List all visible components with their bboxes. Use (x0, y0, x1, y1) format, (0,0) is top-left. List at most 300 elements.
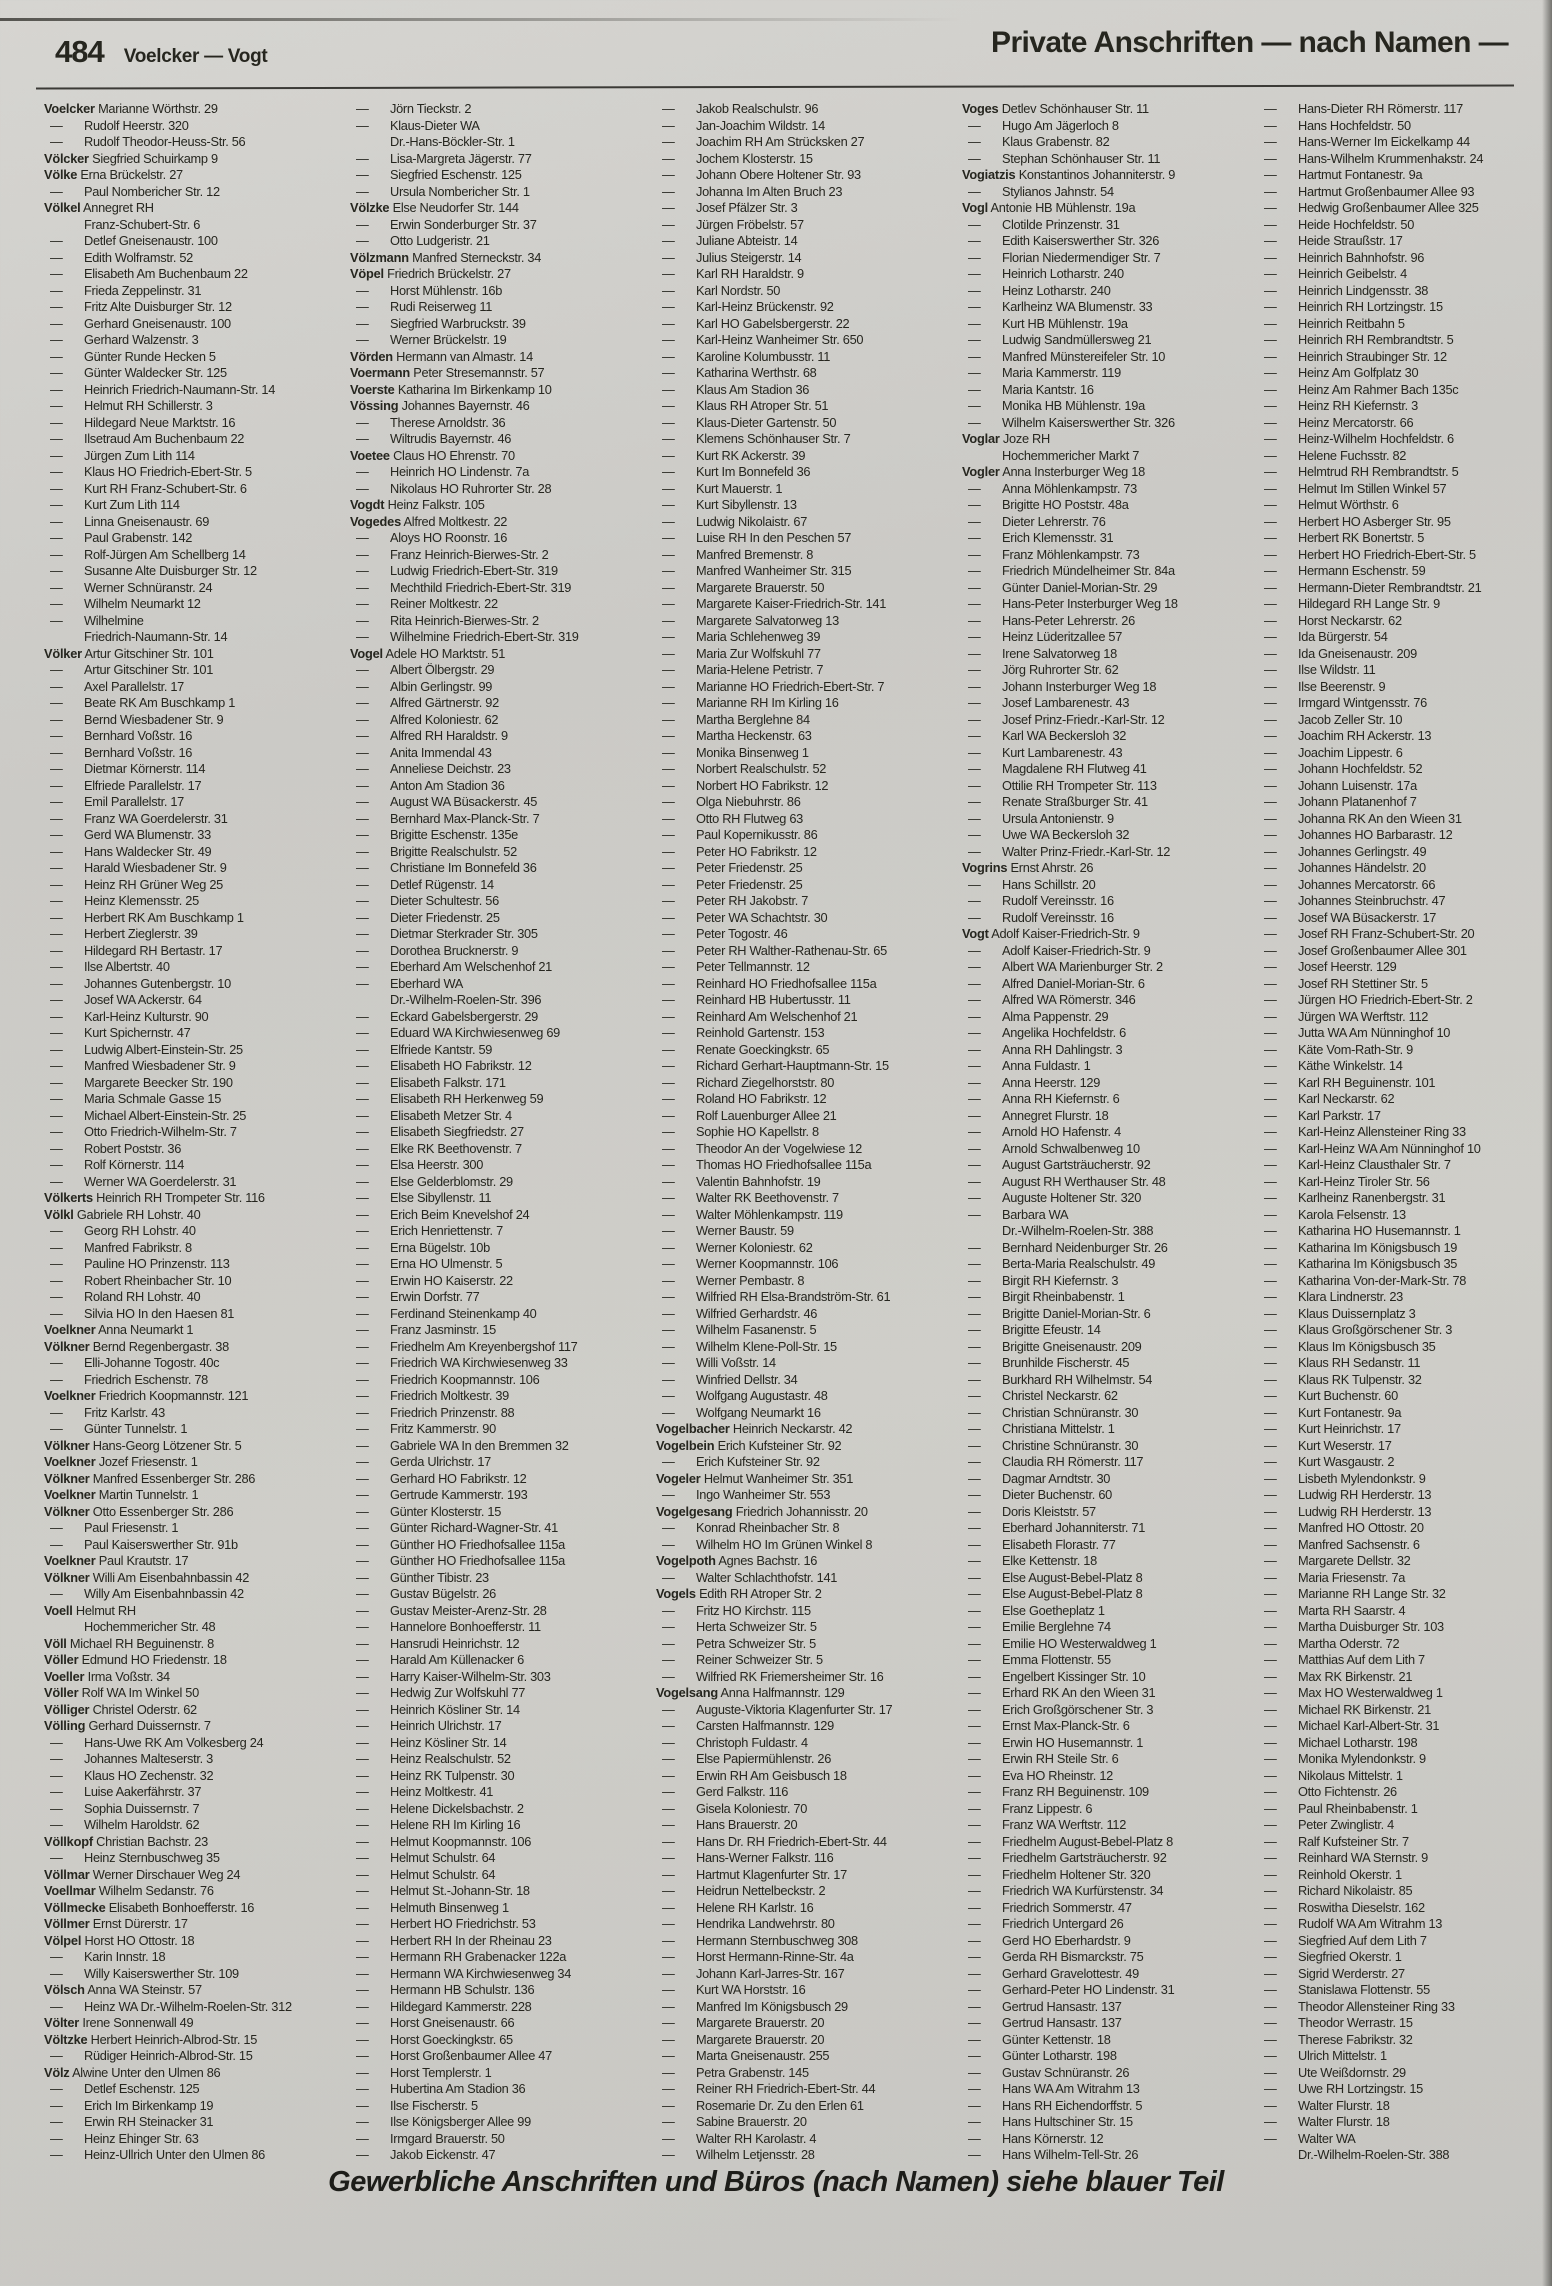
directory-entry (44, 398, 348, 415)
directory-entry (44, 1355, 348, 1372)
directory-entry (350, 2048, 654, 2065)
ditto-dash: — (356, 315, 369, 331)
directory-entry (1258, 1124, 1552, 1141)
entry-text: Kurt Buchenstr. 60 (1298, 1388, 1398, 1403)
directory-entry (962, 1636, 1266, 1653)
ditto-dash: — (50, 1998, 63, 2014)
directory-entry (962, 1685, 1266, 1702)
entry-text: Petra Grabenstr. 145 (696, 2064, 809, 2080)
directory-entry (1258, 1900, 1552, 1917)
directory-entry (962, 1933, 1266, 1950)
entry-text: Erhard RK An den Wieen 31 (1002, 1685, 1156, 1700)
ditto-dash: — (356, 216, 369, 232)
entry-text: Brigitte Efeustr. 14 (1002, 1322, 1101, 1337)
surname: Vogler (962, 464, 1000, 479)
ditto-dash: — (356, 1751, 369, 1766)
entry-text: Wilhelm Kaiserswerther Str. 326 (1002, 414, 1175, 430)
ditto-dash: — (356, 1173, 369, 1189)
surname: Völler (44, 1652, 79, 1667)
ditto-dash: — (968, 1008, 981, 1024)
directory-entry (656, 992, 960, 1009)
directory-entry (656, 1025, 960, 1042)
entry-text: Günter Daniel-Morian-Str. 29 (1002, 579, 1158, 595)
directory-entry (1258, 1768, 1552, 1785)
directory-entry (44, 464, 348, 481)
directory-entry (962, 1240, 1266, 1257)
ditto-dash: — (662, 1140, 675, 1156)
directory-entry (962, 1553, 1266, 1570)
entry-text: Sabine Brauerstr. 20 (696, 2114, 807, 2129)
ditto-dash: — (1264, 1685, 1277, 1700)
entry-text: Peter Friedenstr. 25 (696, 860, 803, 875)
ditto-dash: — (968, 2130, 981, 2146)
entry-text: Heinrich Bahnhofstr. 96 (1298, 249, 1425, 265)
entry-text: Rolf Lauenburger Allee 21 (696, 1107, 837, 1123)
entry-text: Engelbert Kissinger Str. 10 (1002, 1668, 1146, 1684)
entry-text: Silvia HO In den Haesen 81 (84, 1305, 235, 1321)
surname: Völkner (44, 1569, 90, 1585)
ditto-dash: — (968, 1157, 981, 1172)
directory-entry: Völpel Horst HO Ottostr. 18 (44, 1932, 195, 1948)
ditto-dash: — (356, 1190, 369, 1205)
directory-entry (1258, 1685, 1552, 1702)
directory-entry (656, 761, 960, 778)
entry-text: Doris Kleiststr. 57 (1002, 1503, 1096, 1519)
entry-text: Fritz Kammerstr. 90 (390, 1421, 496, 1436)
entry-text: Maria-Helene Petristr. 7 (696, 662, 824, 677)
ditto-dash: — (1264, 1239, 1277, 1255)
directory-entry (44, 1157, 348, 1174)
entry-text: Eberhard WA (390, 975, 464, 991)
directory-entry (962, 1058, 1266, 1075)
directory-entry: Hochemmericher Markt 7 (1002, 447, 1140, 463)
entry-text: Johann Platanenhof 7 (1298, 794, 1417, 809)
directory-entry (962, 679, 1266, 696)
entry-text: Margarete Beecker Str. 190 (84, 1074, 233, 1090)
entry-text: Adolf Kaiser-Friedrich-Str. 9 (1002, 942, 1151, 958)
directory-entry (1258, 233, 1552, 250)
ditto-dash: — (968, 1949, 981, 1964)
directory-entry (656, 1240, 960, 1257)
entry-text: Kurt Zum Lith 114 (84, 497, 180, 512)
page-range-title: Voelcker — Vogt (123, 46, 268, 67)
ditto-dash: — (968, 1289, 981, 1304)
entry-text: Friedrich WA Kirchwiesenweg 33 (390, 1355, 568, 1370)
entry-text: Juliane Abteistr. 14 (696, 233, 798, 248)
ditto-dash: — (1264, 1635, 1277, 1651)
entry-text: Michael Karl-Albert-Str. 31 (1298, 1718, 1440, 1733)
directory-entry (350, 1157, 654, 1174)
entry-text: Heinz Lüderitzallee 57 (1002, 629, 1123, 644)
directory-entry (350, 1784, 654, 1801)
entry-text: Walter WA (1298, 2130, 1356, 2146)
ditto-dash: — (356, 480, 369, 496)
directory-entry (962, 233, 1266, 250)
entry-text: Sophie HO Kapellstr. 8 (696, 1124, 819, 1139)
directory-entry (350, 827, 654, 844)
ditto-dash: — (968, 1190, 981, 1205)
entry-text: Heinz-Ullrich Unter den Ulmen 86 (84, 2147, 266, 2162)
entry-text: Dieter Buchenstr. 60 (1002, 1487, 1112, 1502)
entry-text: Werner Brückelstr. 19 (390, 332, 507, 347)
entry-text: Werner Koopmannstr. 106 (696, 1256, 839, 1271)
entry-text: Wilhelm HO Im Grünen Winkel 8 (696, 1536, 873, 1552)
directory-entry (962, 596, 1266, 613)
ditto-dash: — (356, 1338, 369, 1354)
surname: Völcker (44, 150, 89, 166)
directory-entry (350, 745, 654, 762)
directory-entry (962, 695, 1266, 712)
entry-text: Detlef Gneisenaustr. 100 (84, 233, 218, 248)
ditto-dash: — (356, 1949, 369, 1964)
ditto-dash: — (356, 117, 369, 133)
entry-text: Helene RH Karlstr. 16 (696, 1899, 814, 1915)
ditto-dash: — (968, 1553, 981, 1568)
ditto-dash: — (968, 1256, 981, 1271)
entry-text: Erna HO Ulmenstr. 5 (390, 1256, 503, 1271)
directory-entry (44, 283, 348, 300)
ditto-dash: — (662, 1239, 675, 1255)
entry-text: Alfred WA Römerstr. 346 (1002, 992, 1136, 1007)
directory-entry (656, 811, 960, 828)
ditto-dash: — (50, 1074, 63, 1090)
entry-text: Jakob Eickenstr. 47 (390, 2147, 496, 2162)
directory-entry (962, 134, 1266, 151)
entry-text: Heinz Realschulstr. 52 (390, 1751, 511, 1766)
entry-text: Monika HB Mühlenstr. 19a (1002, 398, 1145, 413)
directory-entry (962, 1652, 1266, 1669)
directory-entry: Völkel Annegret RH (44, 200, 154, 215)
entry-text: Kurt RH Franz-Schubert-Str. 6 (84, 480, 247, 496)
ditto-dash: — (662, 530, 675, 545)
directory-entry: Voellmar Wilhelm Sedanstr. 76 (44, 1883, 214, 1898)
directory-entry: Vogrins Ernst Ahrstr. 26 (962, 860, 1094, 875)
ditto-dash: — (662, 1949, 675, 1964)
ditto-dash: — (1264, 1404, 1277, 1420)
directory-entry (1258, 1735, 1552, 1752)
directory-entry (962, 382, 1266, 399)
directory-entry (44, 266, 348, 283)
directory-entry (656, 1289, 960, 1306)
ditto-dash: — (662, 1883, 675, 1898)
directory-entry (350, 629, 654, 646)
directory-entry (44, 2114, 348, 2131)
entry-text: Heinz Sternbuschweg 35 (84, 1850, 220, 1865)
directory-entry (44, 415, 348, 432)
directory-entry (656, 794, 960, 811)
directory-entry (962, 613, 1266, 630)
ditto-dash: — (1264, 1619, 1277, 1634)
entry-text: Ursula Nombericher Str. 1 (390, 183, 530, 199)
directory-entry (1258, 827, 1552, 844)
entry-text: Kurt Weserstr. 17 (1298, 1437, 1392, 1453)
ditto-dash: — (1264, 216, 1277, 232)
ditto-dash: — (50, 414, 63, 430)
directory-entry: Vörden Hermann van Almastr. 14 (350, 348, 533, 364)
directory-entry (350, 1537, 654, 1554)
ditto-dash: — (356, 678, 369, 694)
ditto-dash: — (1264, 1767, 1277, 1783)
ditto-dash: — (968, 629, 981, 644)
ditto-dash: — (662, 431, 675, 446)
directory-entry (1258, 629, 1552, 646)
entry-text: Heidrun Nettelbeckstr. 2 (696, 1883, 826, 1898)
ditto-dash: — (1264, 1437, 1277, 1453)
directory-entry (1258, 481, 1552, 498)
ditto-dash: — (1264, 1553, 1277, 1568)
ditto-dash: — (356, 1305, 369, 1321)
entry-text: Harald Am Küllenacker 6 (390, 1652, 524, 1667)
directory-entry (350, 1141, 654, 1158)
directory-entry (656, 1768, 960, 1785)
surname: Völsch (44, 1982, 85, 1997)
directory-entry (656, 1124, 960, 1141)
ditto-dash: — (968, 134, 981, 149)
directory-entry (350, 1916, 654, 1933)
directory-entry (1258, 184, 1552, 201)
ditto-dash: — (50, 546, 63, 562)
entry-text: Günter Waldecker Str. 125 (84, 365, 227, 380)
ditto-dash: — (356, 1272, 369, 1288)
entry-text: Elke RK Beethovenstr. 7 (390, 1140, 522, 1156)
directory-entry (350, 1817, 654, 1834)
entry-text: Mechthild Friedrich-Ebert-Str. 319 (390, 579, 572, 595)
entry-text: Helmut RH Schillerstr. 3 (84, 398, 213, 413)
entry-text: Manfred Im Königsbusch 29 (696, 1998, 848, 2014)
surname: Völler (44, 1685, 79, 1700)
directory-entry (656, 1570, 960, 1587)
ditto-dash: — (662, 975, 675, 991)
entry-text: Walter RK Beethovenstr. 7 (696, 1190, 839, 1205)
ditto-dash: — (356, 728, 369, 743)
directory-entry (350, 1520, 654, 1537)
ditto-dash: — (50, 893, 63, 908)
directory-entry: Vogt Adolf Kaiser-Friedrich-Str. 9 (962, 926, 1140, 941)
entry-text: Peter RH Jakobstr. 7 (696, 893, 809, 908)
directory-entry (1258, 2114, 1552, 2131)
entry-text: Wolfgang Augustastr. 48 (696, 1388, 828, 1403)
ditto-dash: — (968, 1470, 981, 1486)
entry-text: Hans Körnerstr. 12 (1002, 2130, 1104, 2146)
directory-entry (44, 2048, 348, 2065)
entry-text: Gerda RH Bismarckstr. 75 (1002, 1949, 1144, 1964)
ditto-dash: — (1264, 1289, 1277, 1304)
ditto-dash: — (50, 1058, 63, 1073)
directory-entry (1258, 1867, 1552, 1884)
directory-entry (350, 811, 654, 828)
directory-entry (962, 316, 1266, 333)
directory-entry (962, 1520, 1266, 1537)
entry-text: Christel Neckarstr. 62 (1002, 1388, 1118, 1403)
ditto-dash: — (1264, 744, 1277, 760)
entry-text: Richard Nikolaistr. 85 (1298, 1883, 1413, 1898)
entry-text: Hermann-Dieter Rembrandtstr. 21 (1298, 579, 1482, 595)
directory-entry (44, 1025, 348, 1042)
directory-entry (656, 778, 960, 795)
ditto-dash: — (356, 1718, 369, 1733)
ditto-dash: — (1264, 1784, 1277, 1799)
ditto-dash: — (356, 1817, 369, 1832)
directory-entry (1258, 1652, 1552, 1669)
directory-entry (656, 2032, 960, 2049)
ditto-dash: — (968, 1767, 981, 1783)
ditto-dash: — (50, 117, 63, 133)
directory-entry (350, 464, 654, 481)
ditto-dash: — (662, 1833, 675, 1849)
directory-entry (656, 596, 960, 613)
entry-text: Hermann Sternbuschweg 308 (696, 1932, 858, 1948)
entry-text: Hildegard RH Lange Str. 9 (1298, 596, 1440, 611)
entry-text: Fritz Karlstr. 43 (84, 1404, 165, 1420)
entry-text: Erich Kufsteiner Str. 92 (696, 1454, 820, 1469)
surname: Völkerts (44, 1190, 93, 1205)
entry-text: Jörg Ruhrorter Str. 62 (1002, 662, 1119, 677)
ditto-dash: — (968, 662, 981, 677)
entry-text: Fritz HO Kirchstr. 115 (696, 1602, 811, 1618)
ditto-dash: — (1264, 893, 1277, 908)
entry-text: Hubertina Am Stadion 36 (390, 2081, 526, 2096)
entry-text: Günter Kettenstr. 18 (1002, 2031, 1111, 2047)
ditto-dash: — (356, 563, 369, 578)
entry-text: Joachim RH Am Strücksken 27 (696, 134, 865, 149)
directory-entry (656, 283, 960, 300)
entry-text: Manfred Wiesbadener Str. 9 (84, 1058, 236, 1073)
entry-text: Paul Nombericher Str. 12 (84, 183, 220, 199)
directory-entry: Völter Irene Sonnenwall 49 (44, 2015, 194, 2030)
ditto-dash: — (968, 1206, 981, 1222)
ditto-dash: — (356, 711, 369, 727)
entry-text: Friedrich Eschenstr. 78 (84, 1371, 208, 1387)
directory-entry (962, 530, 1266, 547)
entry-text: Siegfried Warbruckstr. 39 (390, 315, 526, 331)
ditto-dash: — (1264, 1272, 1277, 1288)
entry-text: Claudia RH Römerstr. 117 (1002, 1454, 1144, 1469)
entry-text: Jürgen HO Friedrich-Ebert-Str. 2 (1298, 992, 1473, 1007)
directory-entry (44, 250, 348, 267)
directory-entry (350, 1718, 654, 1735)
directory-column (350, 101, 654, 2164)
directory-entry: Vogler Anna Insterburger Weg 18 (962, 464, 1145, 479)
entry-text: Heinrich RH Rembrandtstr. 5 (1298, 332, 1454, 347)
entry-text: Johanna Im Alten Bruch 23 (696, 183, 843, 199)
directory-entry (962, 1454, 1266, 1471)
ditto-dash: — (50, 497, 63, 512)
directory-entry (44, 299, 348, 316)
directory-entry (44, 1223, 348, 1240)
entry-text: Elisabeth RH Herkenweg 59 (390, 1091, 544, 1106)
directory-entry (1258, 844, 1552, 861)
directory-entry (962, 761, 1266, 778)
ditto-dash: — (662, 414, 675, 430)
ditto-dash: — (356, 1784, 369, 1799)
directory-entry (350, 926, 654, 943)
ditto-dash: — (1264, 464, 1277, 479)
ditto-dash: — (50, 134, 63, 149)
directory-entry (350, 1570, 654, 1587)
ditto-dash: — (356, 959, 369, 974)
ditto-dash: — (662, 348, 675, 364)
directory-entry: Völke Erna Brückelstr. 27 (44, 167, 183, 182)
entry-text: Gerda Ulrichstr. 17 (390, 1454, 491, 1469)
ditto-dash: — (356, 1982, 369, 1997)
ditto-dash: — (50, 596, 63, 611)
surname: Voglar (962, 431, 1000, 446)
ditto-dash: — (662, 1635, 675, 1651)
directory-entry (1258, 943, 1552, 960)
ditto-dash: — (50, 513, 63, 529)
directory-entry (350, 233, 654, 250)
directory-entry (656, 481, 960, 498)
ditto-dash: — (662, 447, 675, 463)
entry-text: Kurt Fontanestr. 9a (1298, 1404, 1402, 1420)
entry-text: Ludwig RH Herderstr. 13 (1298, 1487, 1432, 1502)
directory-entry (44, 134, 348, 151)
surname: Voellmar (44, 1883, 96, 1898)
ditto-dash: — (968, 1784, 981, 1799)
ditto-dash: — (1264, 843, 1277, 859)
directory-entry (1258, 728, 1552, 745)
ditto-dash: — (356, 662, 369, 677)
ditto-dash: — (1264, 1008, 1277, 1024)
ditto-dash: — (356, 1074, 369, 1090)
directory-entry (44, 1174, 348, 1191)
ditto-dash: — (356, 596, 369, 611)
entry-text: Christiana Mittelstr. 1 (1002, 1421, 1115, 1436)
directory-entry (962, 2048, 1266, 2065)
entry-text: Christoph Fuldastr. 4 (696, 1734, 808, 1750)
entry-text: Beate RK Am Buschkamp 1 (84, 695, 236, 710)
directory-entry (1258, 1916, 1552, 1933)
ditto-dash: — (50, 827, 63, 842)
entry-text: Hans-Werner Im Eickelkamp 44 (1298, 134, 1471, 149)
ditto-dash: — (1264, 1800, 1277, 1816)
surname: Völliger (44, 1701, 90, 1717)
entry-text: Wilhelm Letjensstr. 28 (696, 2147, 815, 2162)
directory-entry (962, 1190, 1266, 1207)
ditto-dash: — (50, 711, 63, 727)
ditto-dash: — (662, 1223, 675, 1238)
entry-text: Klaus Duissernplatz 3 (1298, 1305, 1416, 1321)
entry-text: Friedrich Koopmannstr. 106 (390, 1371, 540, 1387)
entry-text: Günther HO Friedhofsallee 115a (390, 1553, 565, 1568)
directory-entry (962, 1801, 1266, 1818)
entry-text: Elsa Heerstr. 300 (390, 1157, 484, 1172)
ditto-dash: — (968, 1503, 981, 1519)
directory-entry (1258, 1108, 1552, 1125)
ditto-dash: — (1264, 612, 1277, 628)
directory-entry: Vöpel Friedrich Brückelstr. 27 (350, 266, 511, 281)
directory-entry (962, 1883, 1266, 1900)
directory-entry (350, 101, 654, 118)
directory-entry: Völl Michael RH Beguinenstr. 8 (44, 1635, 214, 1651)
directory-entry (962, 1916, 1266, 1933)
surname: Völlmecke (44, 1899, 106, 1915)
directory-entry (1258, 365, 1552, 382)
ditto-dash: — (1264, 563, 1277, 578)
directory-entry (44, 827, 348, 844)
ditto-dash: — (662, 1025, 675, 1040)
directory-entry (962, 2032, 1266, 2049)
directory-entry (1258, 1322, 1552, 1339)
directory-entry (962, 332, 1266, 349)
directory-entry (1258, 1999, 1552, 2016)
entry-text: Hans Brauerstr. 20 (696, 1817, 798, 1832)
ditto-dash: — (662, 893, 675, 908)
directory-entry (44, 1306, 348, 1323)
directory-entry (1258, 1240, 1552, 1257)
ditto-dash: — (50, 266, 63, 281)
directory-entry (1258, 1570, 1552, 1587)
